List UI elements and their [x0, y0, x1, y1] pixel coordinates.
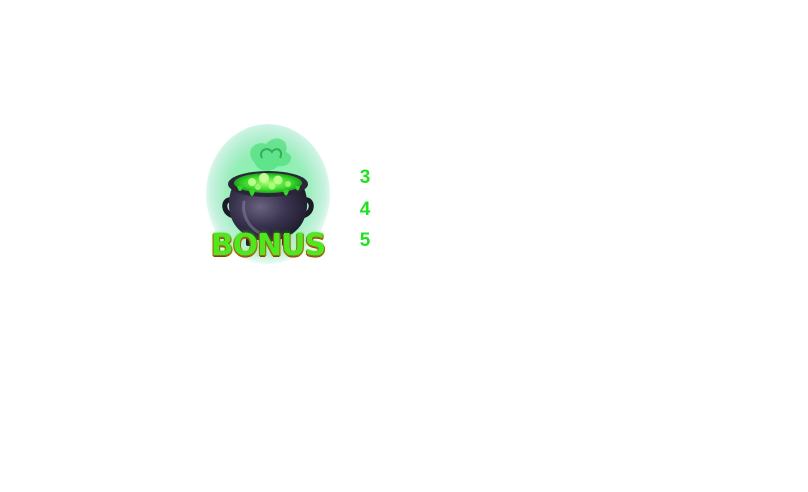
bonus-label: BONUS — [210, 228, 326, 263]
paytable — [350, 164, 380, 259]
paytable-count: 3 — [359, 167, 371, 188]
bonus-symbol — [204, 122, 332, 270]
paytable-count: 4 — [359, 198, 371, 220]
paytable-count: 5 — [359, 230, 371, 251]
